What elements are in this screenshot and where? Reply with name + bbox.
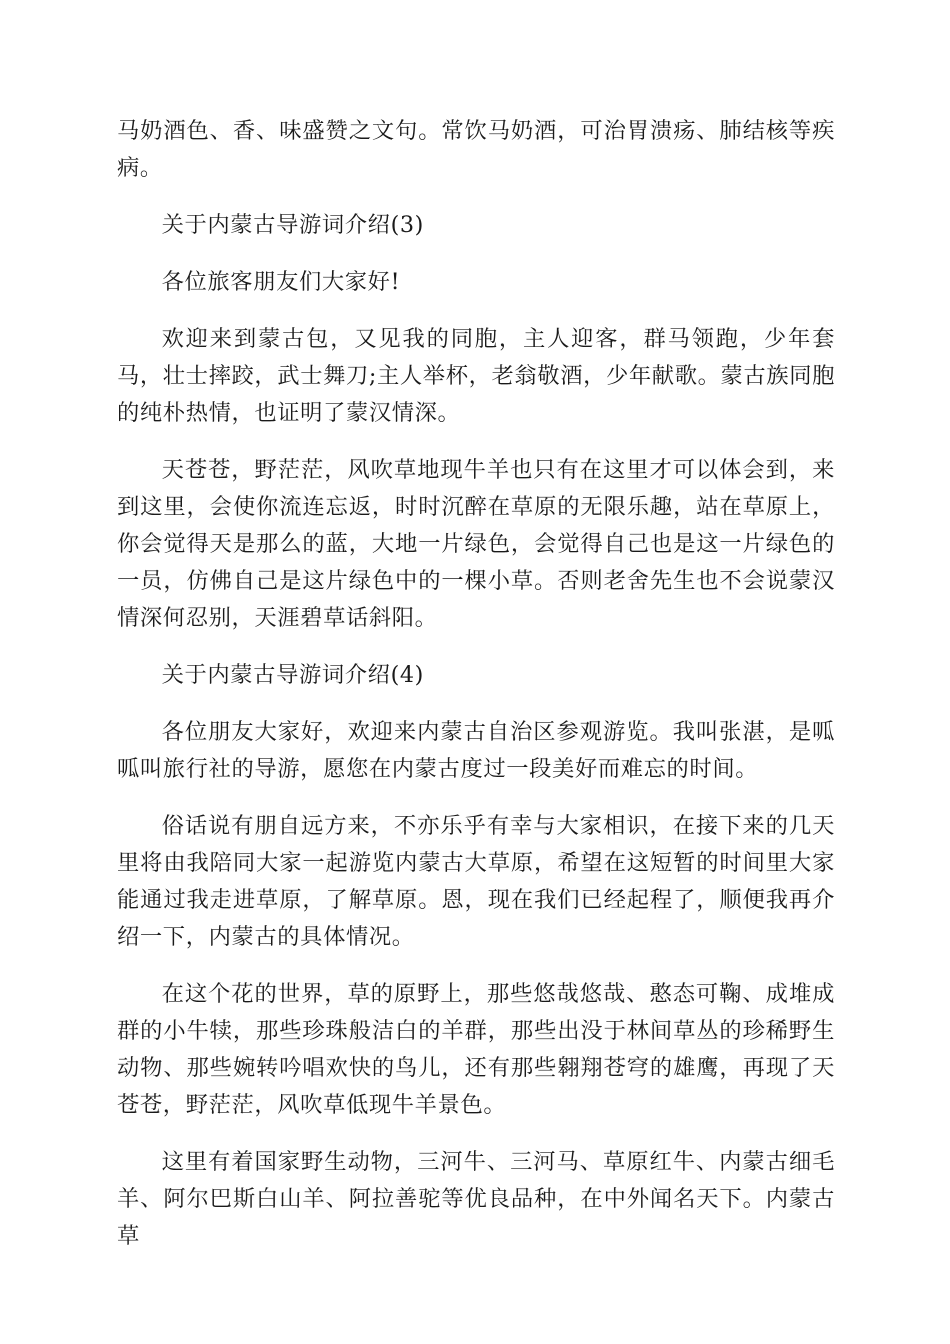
greeting-paragraph: 各位旅客朋友们大家好! [161,269,401,295]
paragraph: 天苍苍，野茫茫，风吹草地现牛羊也只有在这里才可以体会到，来到这里，会使你流连忘返，时时沉醉在草原的无限乐趣，站在草原上，你会觉得天是那么的蓝，大地一片绿色，会觉得自己也是这一片绿色的一员，仿佛自己是这片绿色中的一棵小草。否则老舍先生也不会说蒙汉情深何忍别，天涯碧草话斜阳。 [117,457,835,631]
paragraph: 这里有着国家野生动物，三河牛、三河马、草原红牛、内蒙古细毛羊、阿尔巴斯白山羊、阿拉善驼等优良品种，在中外闻名天下。内蒙古草 [117,1149,835,1249]
paragraph: 俗话说有朋自远方来，不亦乐乎有幸与大家相识，在接下来的几天里将由我陪同大家一起游览内蒙古大草原，希望在这短暂的时间里大家能通过我走进草原，了解草原。恩，现在我们已经起程了，顺便我再介绍一下，内蒙古的具体情况。 [117,813,835,950]
section-heading-4: 关于内蒙古导游词介绍(4) [161,662,424,688]
paragraph: 欢迎来到蒙古包，又见我的同胞，主人迎客，群马领跑，少年套马，壮士摔跤，武士舞刀;主人举杯，老翁敬酒，少年献歌。蒙古族同胞的纯朴热情，也证明了蒙汉情深。 [117,326,835,426]
paragraph-continued: 马奶酒色、香、味盛赞之文句。常饮马奶酒，可治胃溃疡、肺结核等疾病。 [117,118,835,181]
paragraph: 各位朋友大家好，欢迎来内蒙古自治区参观游览。我叫张湛，是呱呱叫旅行社的导游，愿您在内蒙古度过一段美好而难忘的时间。 [117,719,835,782]
section-heading-3: 关于内蒙古导游词介绍(3) [161,212,424,238]
paragraph: 在这个花的世界，草的原野上，那些悠哉悠哉、憨态可鞠、成堆成群的小牛犊，那些珍珠般洁白的羊群，那些出没于林间草丛的珍稀野生动物、那些婉转吟唱欢快的鸟儿，还有那些翱翔苍穹的雄鹰，再现了天苍苍，野茫茫，风吹草低现牛羊景色。 [117,981,835,1118]
document-body [117,113,835,1275]
